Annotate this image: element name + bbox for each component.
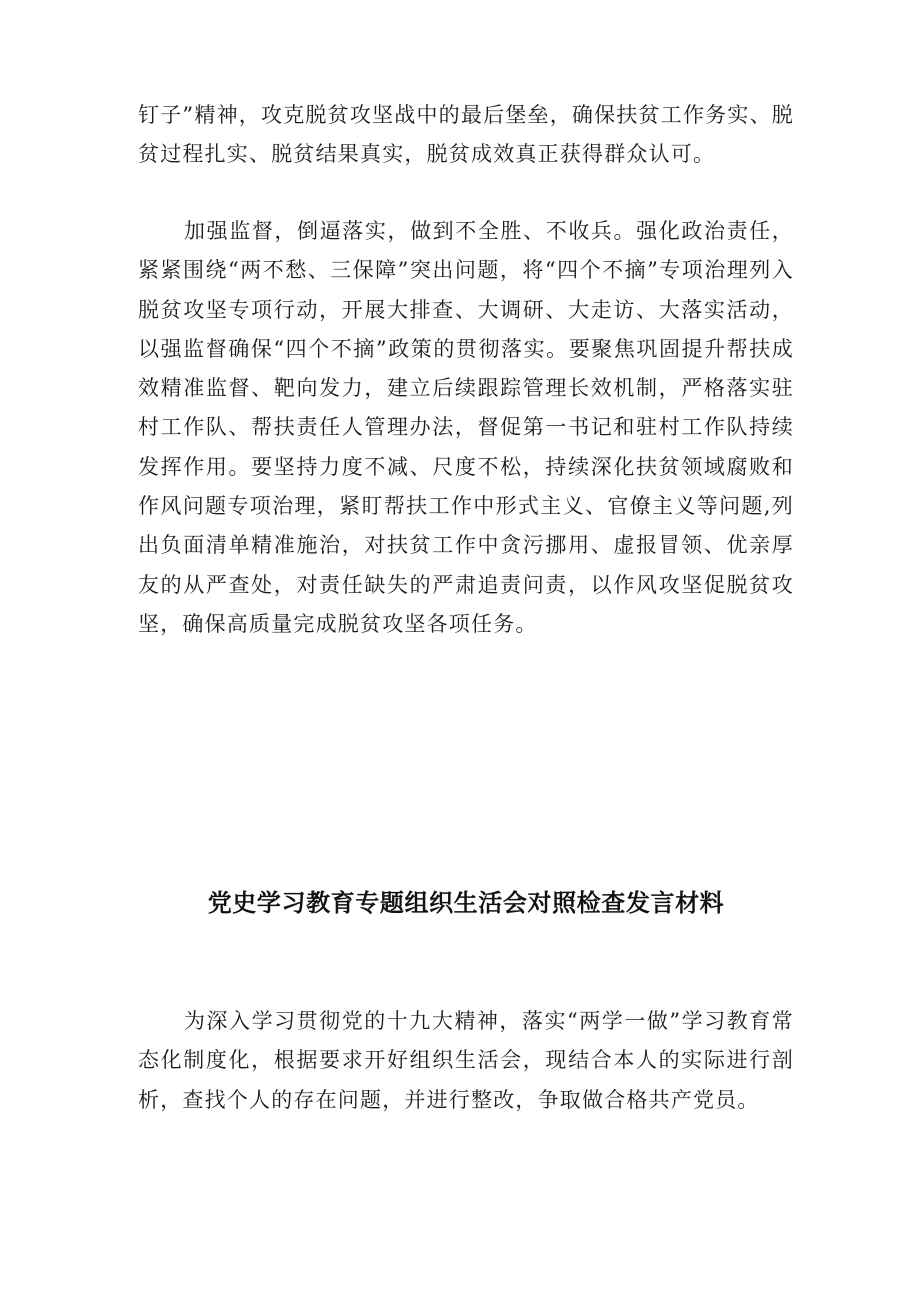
paragraph-intro: 为深入学习贯彻党的十九大精神，落实“两学一做”学习教育常态化制度化，根据要求开好组织生活会，现结合本人的实际进行剖析，查找个人的存在问题，并进行整改，争取做合格共产党员。 [138, 1009, 794, 1112]
section-title: 党史学习教育专题组织生活会对照检查发言材料 [207, 889, 725, 917]
paragraph-supervision: 加强监督，倒逼落实，做到不全胜、不收兵。强化政治责任，紧紧围绕“两不愁、三保障”突出问题，将“四个不摘”专项治理列入脱贫攻坚专项行动，开展大排查、大调研、大走访、大落实活动，以强监督确保“四个不摘”政策的贯彻落实。要聚焦巩固提升帮扶成效精准监督、靶向发力，建立后续跟踪管理长效机制，严格落实驻村工作队、帮扶责任人管理办法，督促第一书记和驻村工作队持续发挥作用。要坚持力度不减、尺度不松，持续深化扶贫领域腐败和作风问题专项治理，紧盯帮扶工作中形式主义、官僚主义等问题,列出负面清单精准施治，对扶贫工作中贪污挪用、虚报冒领、优亲厚友的从严查处，对责任缺失的严肃追责问责，以作风攻坚促脱贫攻坚，确保高质量完成脱贫攻坚各项任务。 [138, 219, 794, 636]
paragraph-continued: 钉子”精神，攻克脱贫攻坚战中的最后堡垒，确保扶贫工作务实、脱贫过程扎实、脱贫结果真实，脱贫成效真正获得群众认可。 [138, 103, 794, 167]
